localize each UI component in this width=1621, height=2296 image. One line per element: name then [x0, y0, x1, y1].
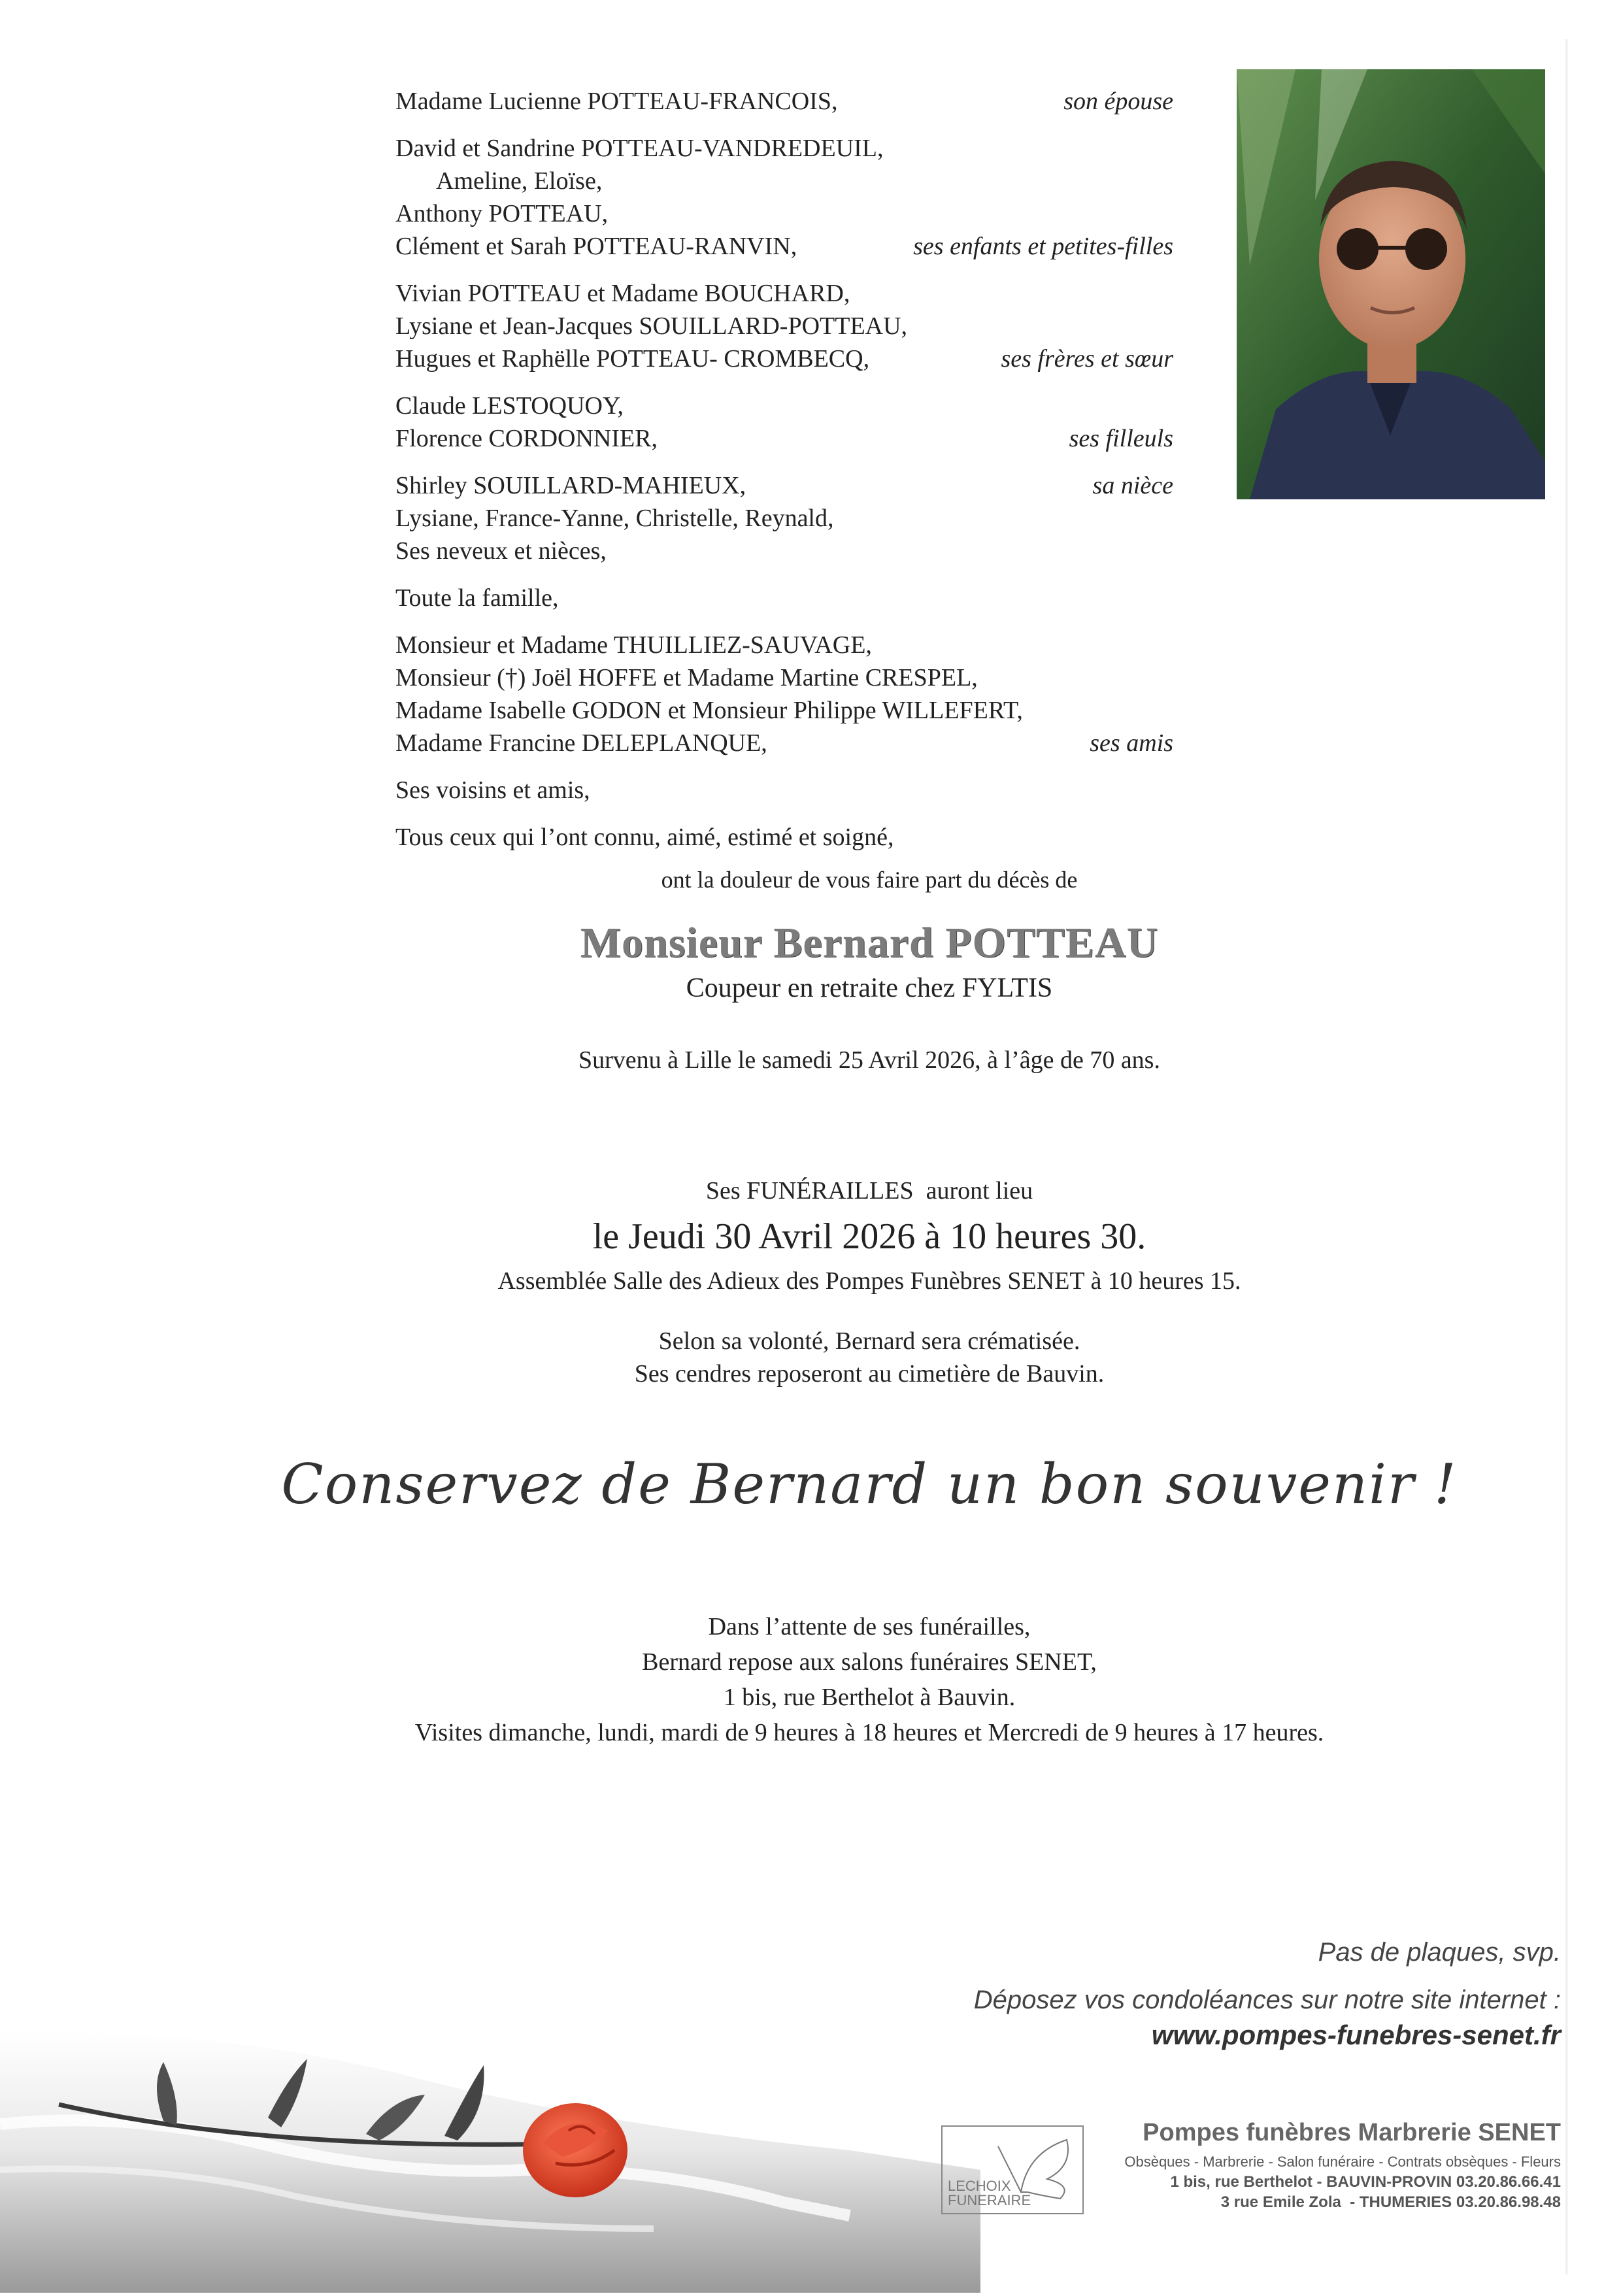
rose-flower: [523, 2103, 627, 2197]
funeral-assembly: Assemblée Salle des Adieux des Pompes Funèbres SENET à 10 heures 15.: [497, 1267, 1241, 1295]
funeral-date: le Jeudi 30 Avril 2026 à 10 heures 30.: [592, 1216, 1146, 1257]
lechoix-logo: [941, 2125, 1084, 2214]
family-line: [395, 629, 1173, 661]
family-member: Madame Lucienne POTTEAU-FRANCOIS,: [395, 88, 838, 115]
portrait-photo: [1237, 69, 1545, 499]
website-link[interactable]: www.pompes-funebres-senet.fr: [1151, 2020, 1561, 2050]
death-info: Survenu à Lille le samedi 25 Avril 2026, à l’âge de 70 ans.: [578, 1046, 1160, 1074]
family-member: Monsieur et Madame THUILLIEZ-SAUVAGE,: [395, 631, 872, 659]
rest-line-2: Bernard repose aux salons funéraires SENET,: [642, 1648, 1097, 1676]
family-member: Lysiane et Jean-Jacques SOUILLARD-POTTEAU,: [395, 312, 908, 340]
company-address-1: 1 bis, rue Berthelot - BAUVIN-PROVIN 03.20.86.66.41: [1170, 2173, 1561, 2191]
family-role: ses filleuls: [1069, 425, 1173, 452]
family-member: Vivian POTTEAU et Madame BOUCHARD,: [395, 280, 850, 307]
announcement: ont la douleur de vous faire part du décès de: [661, 867, 1078, 893]
family-group: [395, 774, 1173, 807]
family-line: [395, 502, 1173, 535]
logo-text: [948, 2179, 1031, 2208]
family-role: ses enfants et petites-filles: [913, 233, 1173, 260]
family-role: sa nièce: [1092, 472, 1173, 499]
family-member: Lysiane, France-Yanne, Christelle, Reynald,: [395, 505, 834, 532]
deceased-name: Monsieur Bernard POTTEAU: [580, 919, 1159, 967]
family-member: Anthony POTTEAU,: [395, 200, 609, 227]
family-line: [395, 535, 1173, 567]
family-member: Ses voisins et amis,: [395, 776, 590, 804]
company-address-2: 3 rue Emile Zola - THUMERIES 03.20.86.98.48: [1220, 2193, 1561, 2211]
no-plaques-note: Pas de plaques, svp.: [1318, 1938, 1561, 1967]
wish-line-1: Selon sa volonté, Bernard sera crématisée.: [658, 1327, 1080, 1355]
company-name: Pompes funèbres Marbrerie SENET: [1143, 2119, 1561, 2146]
deceased-job: Coupeur en retraite chez FYLTIS: [686, 973, 1053, 1003]
family-line: [395, 85, 1173, 118]
family-line: [395, 582, 1173, 614]
family-line: [395, 310, 1173, 342]
family-line: [395, 132, 1173, 165]
condolences-note: Déposez vos condoléances sur notre site internet :: [973, 1986, 1561, 2014]
family-group: [395, 132, 1173, 263]
family-line: [395, 774, 1173, 807]
logo-line-1: LECHOIX: [948, 2178, 1011, 2194]
rest-line-4: Visites dimanche, lundi, mardi de 9 heures à 18 heures et Mercredi de 9 heures à 17 heures.: [414, 1719, 1324, 1746]
funeral-line-1: Ses FUNÉRAILLES auront lieu: [705, 1177, 1033, 1205]
family-line: [395, 469, 1173, 502]
family-list: [395, 85, 1173, 868]
family-group: [395, 390, 1173, 455]
family-line: [395, 694, 1173, 727]
family-line: [395, 277, 1173, 310]
family-line: [395, 342, 1173, 375]
wish-line-2: Ses cendres reposeront au cimetière de Bauvin.: [634, 1360, 1105, 1388]
family-group: [395, 582, 1173, 614]
company-services: Obsèques - Marbrerie - Salon funéraire - Contrats obsèques - Fleurs: [1124, 2154, 1561, 2170]
family-member: Tous ceux qui l’ont connu, aimé, estimé et soigné,: [395, 824, 894, 851]
family-member: Florence CORDONNIER,: [395, 425, 658, 452]
family-member: Toute la famille,: [395, 584, 559, 612]
family-line: [395, 390, 1173, 422]
family-line: [395, 230, 1173, 263]
family-member: Hugues et Raphëlle POTTEAU- CROMBECQ,: [395, 345, 870, 373]
family-group: [395, 277, 1173, 375]
page-edge: [1565, 39, 1568, 2274]
family-member: Ses neveux et nièces,: [395, 537, 607, 565]
rest-info: [0, 1609, 1621, 1750]
family-member: David et Sandrine POTTEAU-VANDREDEUIL,: [395, 135, 884, 162]
rest-line-1: Dans l’attente de ses funérailles,: [708, 1613, 1031, 1640]
family-line: [395, 727, 1173, 759]
family-group: [395, 469, 1173, 567]
family-line: [395, 661, 1173, 694]
family-member: Shirley SOUILLARD-MAHIEUX,: [395, 472, 746, 499]
family-role: ses amis: [1090, 729, 1173, 757]
family-member: Claude LESTOQUOY,: [395, 392, 624, 420]
rest-line-3: 1 bis, rue Berthelot à Bauvin.: [723, 1684, 1016, 1711]
family-line: [395, 165, 1173, 197]
remembrance-phrase: Conservez de Bernard un bon souvenir !: [281, 1452, 1458, 1516]
family-group: [395, 85, 1173, 118]
family-member: Ameline, Eloïse,: [436, 167, 603, 195]
rose-illustration: [0, 1954, 980, 2293]
family-group: [395, 629, 1173, 759]
family-line: [395, 422, 1173, 455]
company-block: [1124, 2119, 1561, 2212]
logo-line-2: FUNERAIRE: [948, 2192, 1031, 2208]
family-member: Madame Isabelle GODON et Monsieur Philippe WILLEFERT,: [395, 697, 1023, 724]
family-group: [395, 821, 1173, 854]
family-member: Madame Francine DELEPLANQUE,: [395, 729, 767, 757]
family-role: ses frères et sœur: [1001, 345, 1173, 373]
family-line: [395, 821, 1173, 854]
family-role: son épouse: [1063, 88, 1173, 115]
family-member: Monsieur (†) Joël HOFFE et Madame Martine CRESPEL,: [395, 664, 978, 691]
family-line: [395, 197, 1173, 230]
family-member: Clément et Sarah POTTEAU-RANVIN,: [395, 233, 797, 260]
